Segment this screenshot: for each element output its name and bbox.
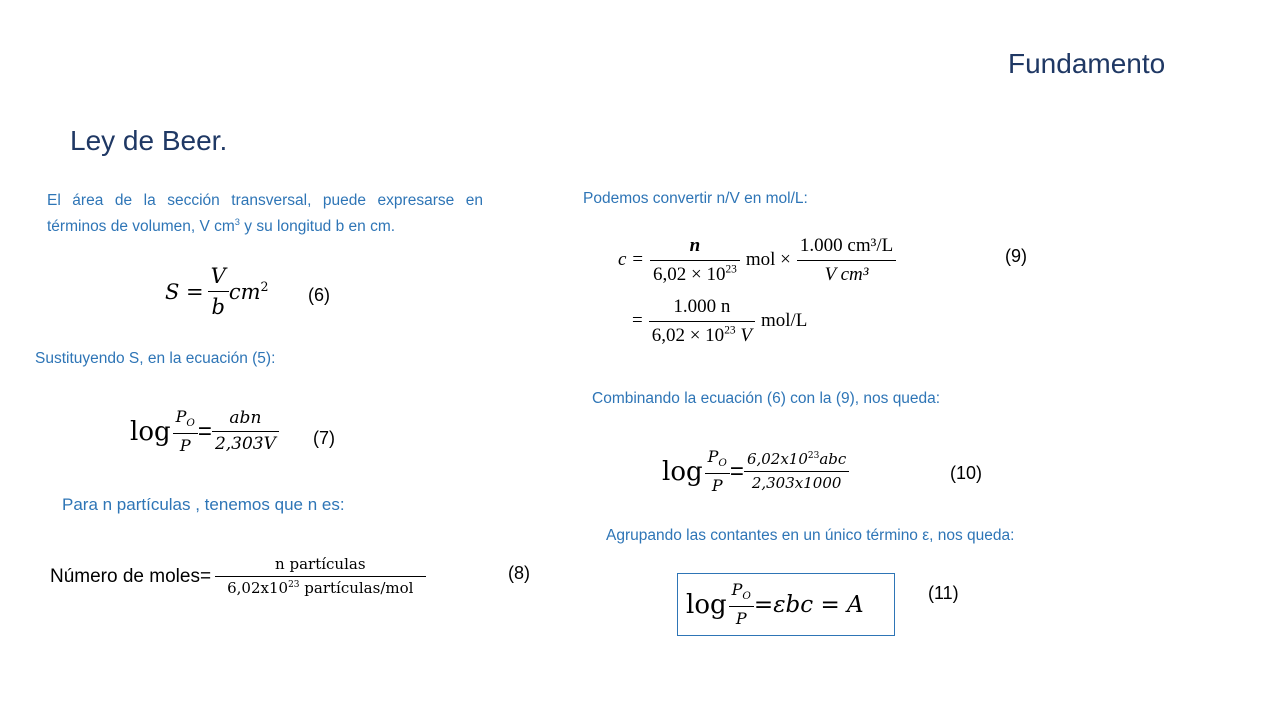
equation-11-box: [677, 573, 895, 636]
eq10-equals: =: [729, 457, 744, 485]
eq10-p-ratio: $\frac{P_O}{P}$: [705, 448, 730, 496]
eq7-log: log: [130, 416, 171, 447]
equation-10: [662, 448, 849, 496]
page-title: Ley de Beer.: [70, 125, 228, 156]
equation-11-label: (11): [928, 583, 959, 603]
eq6-lhs: S =: [165, 279, 204, 304]
eq6-fraction: [208, 264, 229, 319]
eq7-numerator: abn: [229, 407, 262, 428]
eq10-fraction: [744, 451, 849, 493]
eq6-unit: $cm^2$: [228, 278, 269, 304]
eq11-p-ratio: $\frac{P_O}{P}$: [729, 581, 754, 629]
substitution-text: Sustituyendo S, en la ecuación (5):: [35, 350, 276, 367]
section-title: Fundamento: [1008, 48, 1166, 79]
eq7-denominator: 2,303V: [214, 434, 276, 455]
equation-6-label: (6): [308, 285, 330, 305]
eq11-log: log: [686, 589, 727, 620]
intro-line-2: términos de volumen, V $cm^3$ y su longitud b en cm.: [47, 216, 396, 235]
convert-text: Podemos convertir n/V en mol/L:: [583, 190, 808, 207]
eq6-numerator: V: [210, 264, 226, 288]
equation-8-label: (8): [508, 563, 530, 583]
group-text: Agrupando las contantes en un único término ε, nos queda:: [606, 527, 1015, 544]
eq9-line-2: = $\frac{1.000 n}{6,02 \times 10^{23} V}$ mol/L: [632, 295, 808, 346]
particles-text: Para n partículas , tenemos que n es:: [62, 495, 345, 514]
equation-7-label: (7): [313, 428, 335, 448]
eq8-numerator: n partículas: [275, 555, 366, 573]
eq8-fraction: [215, 556, 425, 598]
eq8-lhs: Número de moles=: [50, 565, 212, 587]
eq10-denominator: 2,303x1000: [751, 474, 842, 493]
intro-line-1: El área de la sección transversal, puede expresarse en: [47, 192, 483, 209]
eq7-equals: =: [197, 417, 212, 445]
equation-8: [50, 556, 426, 598]
eq10-log: log: [662, 456, 703, 487]
eq10-numerator: $6,02x10^{23}abc$: [746, 450, 847, 469]
eq6-denominator: b: [211, 295, 225, 320]
intro-text: [47, 188, 483, 240]
equation-9-label: (9): [1005, 246, 1027, 266]
eq7-p-ratio: $\frac{P_O}{P}$: [173, 408, 198, 456]
combine-text: Combinando la ecuación (6) con la (9), nos queda:: [592, 390, 941, 407]
equation-9: [618, 235, 958, 365]
equation-6: [165, 264, 269, 319]
eq7-fraction: [212, 409, 279, 455]
eq8-denominator: $6,02x10^{23}$ partículas/mol: [227, 579, 414, 598]
eq9-line-1: c = $\frac{n}{6,02 \times 10^{23}}$ mol × $\frac{\text{1.000 cm³/L}}{\text{V cm³}}$: [618, 235, 958, 286]
equation-7: [130, 408, 279, 456]
equation-10-label: (10): [950, 463, 983, 483]
eq11-rhs: =εbc = A: [753, 591, 864, 618]
